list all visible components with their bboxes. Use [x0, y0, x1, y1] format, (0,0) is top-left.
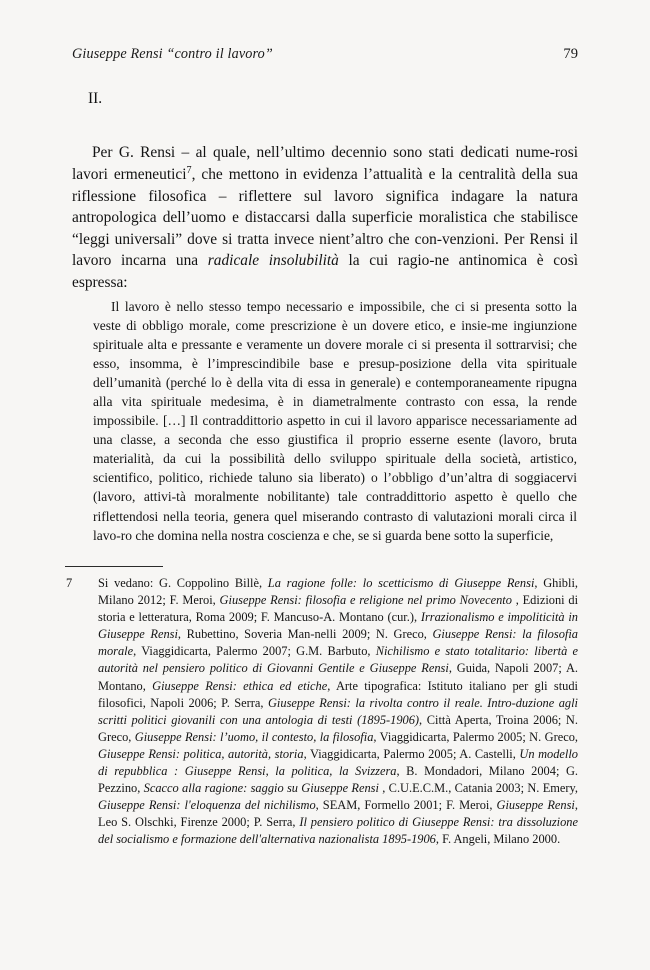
citation-text: , Leo S. Olschki, Firenze 2000; P. Serra,	[98, 798, 578, 830]
citation-title: Giuseppe Rensi: politica, autorità, storia	[98, 746, 304, 761]
citation-text: , Città Aperta, Troina 2006; N. Greco,	[98, 712, 578, 744]
citation-text: Si vedano: G. Coppolino Billè,	[98, 576, 268, 590]
citation-text: , Viaggidicarta, Palermo 2005; N. Greco,	[373, 729, 578, 744]
running-head	[72, 46, 578, 63]
citation-text: , B. Mondadori, Milano 2004; G. Pezzino,	[98, 764, 579, 796]
citation-title: Giuseppe Rensi	[496, 798, 575, 813]
running-title: Giuseppe Rensi “contro il lavoro”	[72, 46, 273, 62]
body-text-part-1: Per G. Rensi – al quale, nell’ultimo decennio sono stati dedicati nume-rosi lavori ermeneutici	[72, 144, 578, 183]
citation-text: , SEAM, Formello 2001; F. Meroi,	[315, 798, 497, 813]
blockquote-paragraph: Il lavoro è nello stesso tempo necessario e impossibile, che ci si presenta sotto la veste di obbligo morale, come prescrizione è un dovere etico, e insie-me ingiunzione spirituale alta e pressante e veramente un dovere morale ci si presenta il sottrarvisi; che esso, insomma, è l’imprescindibile base e presup-posizione della vita spirituale dell’umanità (perché lo è della vita di essa in generale) e contemporaneamente ripugna alla vita spirituale medesima, è in diametralmente contrasto con essa, la rende impossibile. […] Il contraddittorio aspetto in cui il lavoro apparisce necessariamente ad una classe, a seconda che esso giustifica il proprio esserne esente (lavoro, bruta materialità, da cui la possibilità dello sviluppo spirituale della società, artistico, scientifico, politico, richiede taluno sia liberato) o l’obbligo d’un’altra di soggiacervi (lavoro, attivi-tà moralmente nobilitante) tale contraddittorio aspetto è quello che riflettendosi nella teoria, genera quel miserando contrasto di valutazioni morali circa il lavo-ro che domina nella nostra coscienza e che, se si guarda bene sotto la superficie,	[93, 298, 577, 543]
citation-text: , Rubettino, Soveria Man-nelli 2009; N. Greco,	[177, 627, 433, 642]
citation-title: Giuseppe Rensi: filosofia e religione nel primo Novecento	[219, 593, 512, 608]
blockquote-block	[93, 283, 577, 558]
body-paragraph	[72, 142, 578, 293]
citation-title: Giuseppe Rensi: l’uomo, il contesto, la filosofia	[134, 729, 374, 744]
citation-text: , Ghibli, Milano 2012; F. Meroi,	[98, 576, 578, 608]
footnote-block	[66, 575, 578, 849]
section-number: II.	[88, 90, 103, 107]
body-text-emphasis: radicale insolubilità	[207, 252, 339, 270]
body-text-part-2: , che mettono in evidenza l’attualità e la centralità della sua riflessione filosofica – riflettere sul lavoro significa indagare la natura antropologica dell’uomo e distaccarsi dalla superficie moralistica che stabilisce “leggi universali” dove si tratta invece nient’altro che con-venzioni. Per Rensi il lavoro incarna una	[72, 165, 578, 270]
citation-title: Un modello di repubblica : Giuseppe Rensi, la politica, la Svizzera	[98, 746, 578, 779]
citation-title: La ragione folle: lo scetticismo di Giuseppe Rensi	[267, 576, 535, 590]
citation-title: Irrazionalismo e impoliticità in Giuseppe Rensi	[98, 610, 578, 642]
citation-title: Il pensiero politico di Giuseppe Rensi: tra dissoluzione del socialismo e formazione dell'alternativa nazionalista 1895-1906	[98, 815, 579, 847]
citation-text: , Viaggidicarta, Palermo 2007; G.M. Barbuto,	[133, 644, 376, 659]
citation-title: Giuseppe Rensi: la rivolta contro il reale. Intro-duzione agli scritti politici giovanili con una antologia di testi (1895-1906)	[98, 695, 578, 727]
footnote-reference[interactable]: 7	[186, 164, 192, 176]
citation-title: Scacco alla ragione: saggio su Giuseppe Rensi	[143, 781, 379, 796]
body-text-block	[72, 127, 578, 309]
citation-text: , Arte tipografica: Istituto italiano per gli studi filosofici, Napoli 2006; P. Serra,	[98, 678, 578, 710]
footnote-text	[98, 575, 578, 849]
body-text-part-3: la cui ragio-ne antinomica è così espressa:	[72, 252, 578, 291]
citation-text: , Viaggidicarta, Palermo 2005; A. Castelli,	[303, 746, 520, 761]
citation-title: Nichilismo e stato totalitario: libertà e autorità nel pensiero politico di Giovanni Gentile e Giuseppe Rensi	[98, 644, 578, 676]
citation-title: Giuseppe Rensi: ethica ed etiche	[152, 678, 328, 693]
citation-text: , Edizioni di storia e letteratura, Roma 2009; F. Mancuso-A. Montano (cur.),	[98, 593, 579, 625]
citation-text: , Guida, Napoli 2007; A. Montano,	[98, 661, 578, 693]
footnote-marker: 7	[66, 576, 73, 590]
footnote-separator-rule	[65, 566, 163, 567]
citation-title: Giuseppe Rensi: la filosofia morale	[98, 627, 578, 659]
citation-text: , F. Angeli, Milano 2000.	[435, 832, 561, 847]
citation-text: , C.U.E.C.M., Catania 2003; N. Emery,	[378, 781, 579, 796]
page-number: 79	[563, 46, 578, 62]
citation-title: Giuseppe Rensi: l'eloquenza del nichilismo	[98, 798, 316, 813]
